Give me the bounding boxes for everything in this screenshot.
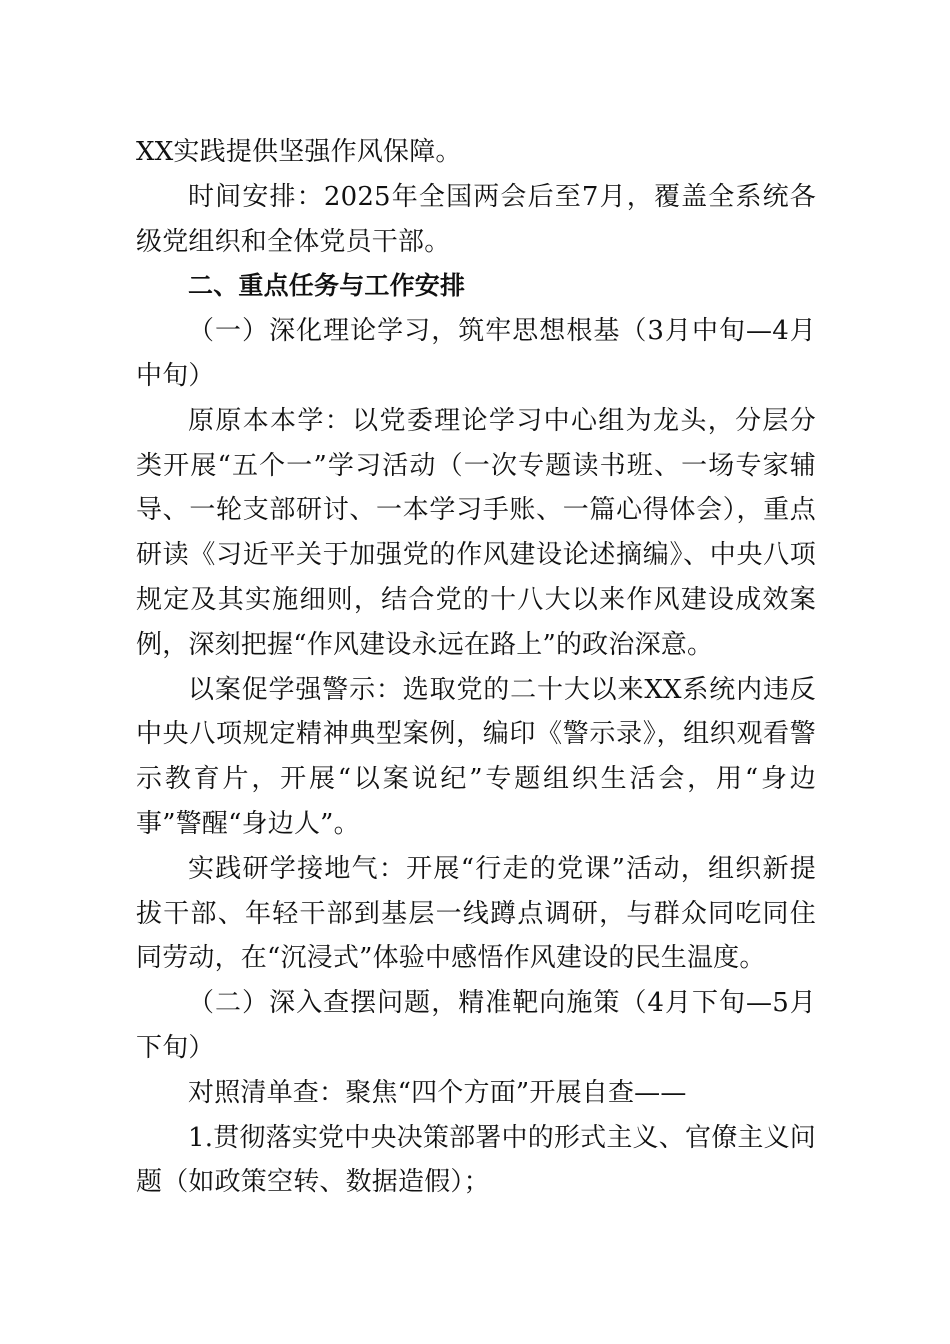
paragraph-continuation: XX实践提供坚强作风保障。 bbox=[136, 137, 462, 167]
document-page bbox=[136, 130, 816, 1205]
paragraph-study: 原原本本学：以党委理论学习中心组为龙头，分层分类开展“五个一”学习活动（一次专题读书班、一场专家辅导、一轮支部研讨、一本学习手账、一篇心得体会），重点研读《习近平关于加强党的作风建设论述摘编》、中央八项规定及其实施细则，结合党的十八大以来作风建设成效案例，深刻把握“作风建设永远在路上”的政治深意。 bbox=[136, 405, 816, 660]
paragraph-warning: 以案促学强警示：选取党的二十大以来XX系统内违反中央八项规定精神典型案例，编印《警示录》，组织观看警示教育片，开展“以案说纪”专题组织生活会，用“身边事”警醒“身边人”。 bbox=[136, 674, 816, 839]
subsection-heading-2: （二）深入查摆问题，精准靶向施策（4月下旬—5月下旬） bbox=[136, 988, 816, 1063]
paragraph-practice: 实践研学接地气：开展“行走的党课”活动，组织新提拔干部、年轻干部到基层一线蹲点调研，与群众同吃同住同劳动，在“沉浸式”体验中感悟作风建设的民生温度。 bbox=[136, 853, 816, 974]
subsection-heading-1: （一）深化理论学习，筑牢思想根基（3月中旬—4月中旬） bbox=[136, 316, 816, 391]
section-heading: 二、重点任务与工作安排 bbox=[188, 271, 466, 301]
paragraph-schedule: 时间安排：2025年全国两会后至7月，覆盖全系统各级党组织和全体党员干部。 bbox=[136, 181, 816, 257]
paragraph-checklist: 对照清单查：聚焦“四个方面”开展自查—— bbox=[188, 1077, 687, 1108]
paragraph-item-1: 1.贯彻落实党中央决策部署中的形式主义、官僚主义问题（如政策空转、数据造假）； bbox=[136, 1122, 816, 1198]
